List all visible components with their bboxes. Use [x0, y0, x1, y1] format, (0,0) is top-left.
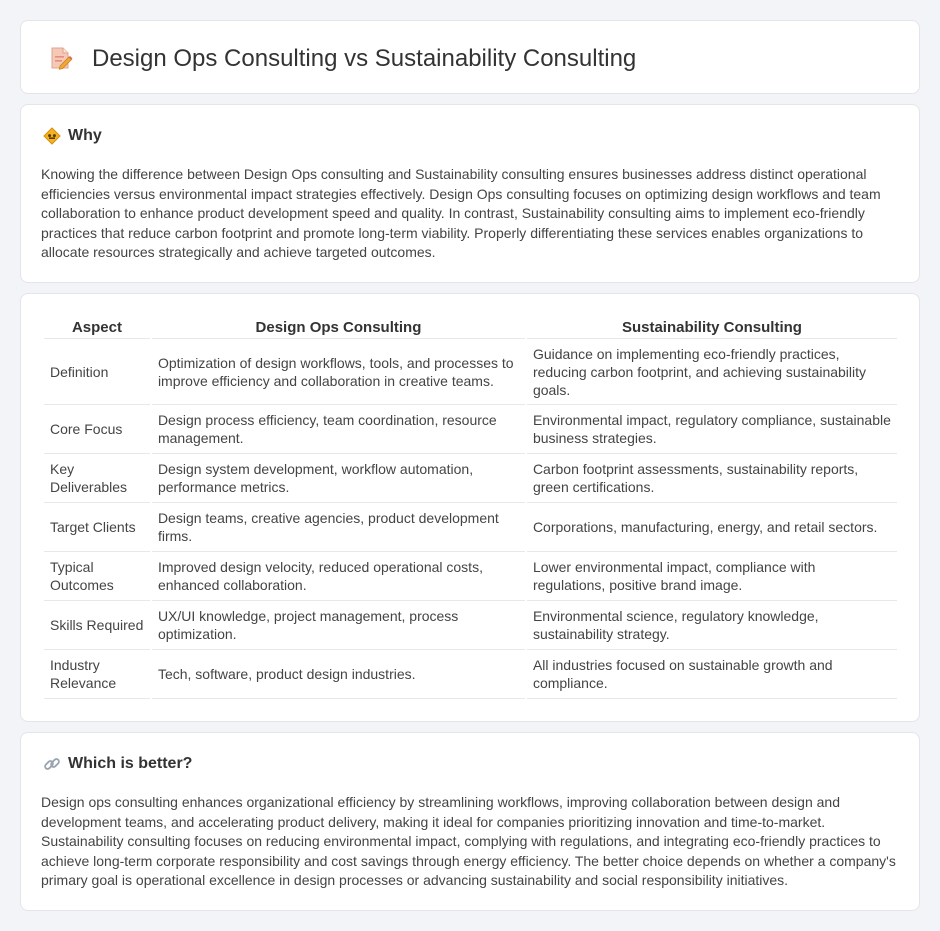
- comparison-table-card: [20, 293, 920, 722]
- comparison-table: [42, 315, 899, 699]
- row-aspect: Target Clients: [44, 503, 150, 552]
- header-card: [20, 20, 920, 94]
- link-icon: [43, 755, 61, 773]
- which-is-better-section: [20, 732, 920, 911]
- better-title: Which is better?: [68, 755, 193, 772]
- better-heading: [43, 754, 192, 774]
- row-aspect: Typical Outcomes: [44, 552, 150, 601]
- diamond-sign-icon: [43, 127, 61, 145]
- row-aspect: Industry Relevance: [44, 650, 150, 699]
- table-row: [44, 339, 897, 405]
- row-aspect: Skills Required: [44, 601, 150, 650]
- row-design-ops: Optimization of design workflows, tools, and processes to improve efficiency and collaboration in creative teams.: [152, 339, 525, 405]
- document-pencil-icon: [47, 45, 73, 71]
- row-aspect: Key Deliverables: [44, 454, 150, 503]
- row-design-ops: Tech, software, product design industries.: [152, 650, 525, 699]
- header-sustainability: Sustainability Consulting: [527, 315, 897, 339]
- table-row: [44, 405, 897, 454]
- table-row: [44, 601, 897, 650]
- table-row: [44, 503, 897, 552]
- row-aspect: Definition: [44, 339, 150, 405]
- table-header-row: [44, 315, 897, 339]
- row-design-ops: UX/UI knowledge, project management, process optimization.: [152, 601, 525, 650]
- row-design-ops: Improved design velocity, reduced operational costs, enhanced collaboration.: [152, 552, 525, 601]
- why-title: Why: [68, 127, 102, 144]
- table-row: [44, 454, 897, 503]
- table-row: [44, 650, 897, 699]
- row-sustainability: Corporations, manufacturing, energy, and retail sectors.: [527, 503, 897, 552]
- why-section: [20, 104, 920, 283]
- why-heading: [43, 126, 102, 146]
- page-title: Design Ops Consulting vs Sustainability Consulting: [92, 45, 637, 72]
- row-design-ops: Design process efficiency, team coordination, resource management.: [152, 405, 525, 454]
- row-aspect: Core Focus: [44, 405, 150, 454]
- row-sustainability: Guidance on implementing eco-friendly practices, reducing carbon footprint, and achieving sustainability goals.: [527, 339, 897, 405]
- row-sustainability: Environmental science, regulatory knowledge, sustainability strategy.: [527, 601, 897, 650]
- row-sustainability: All industries focused on sustainable growth and compliance.: [527, 650, 897, 699]
- row-sustainability: Carbon footprint assessments, sustainability reports, green certifications.: [527, 454, 897, 503]
- row-design-ops: Design system development, workflow automation, performance metrics.: [152, 454, 525, 503]
- table-row: [44, 552, 897, 601]
- better-body: Design ops consulting enhances organizational efficiency by streamlining workflows, improving collaboration between design and development teams, and accelerating product delivery, making it ideal for companies prioritizing innovation and time-to-market. Sustainability consulting focuses on reducing environmental impact, complying with regulations, and integrating eco-friendly practices to achieve long-term corporate responsibility and cost savings through energy efficiency. The better choice depends on whether a company's primary goal is operational excellence in design processes or advancing sustainability and social responsibility initiatives.: [41, 794, 896, 889]
- row-design-ops: Design teams, creative agencies, product development firms.: [152, 503, 525, 552]
- header-aspect: Aspect: [44, 315, 150, 339]
- row-sustainability: Lower environmental impact, compliance with regulations, positive brand image.: [527, 552, 897, 601]
- why-body: Knowing the difference between Design Ops consulting and Sustainability consulting ensures businesses address distinct operational efficiencies versus environmental impact strategies effectively. Design Ops consulting focuses on optimizing design workflows and team collaboration to enhance product development speed and quality. In contrast, Sustainability consulting aims to implement eco-friendly practices that reduce carbon footprint and promote long-term viability. Properly differentiating these services enables organizations to allocate resources strategically and achieve targeted outcomes.: [41, 166, 881, 261]
- row-sustainability: Environmental impact, regulatory compliance, sustainable business strategies.: [527, 405, 897, 454]
- header-design-ops: Design Ops Consulting: [152, 315, 525, 339]
